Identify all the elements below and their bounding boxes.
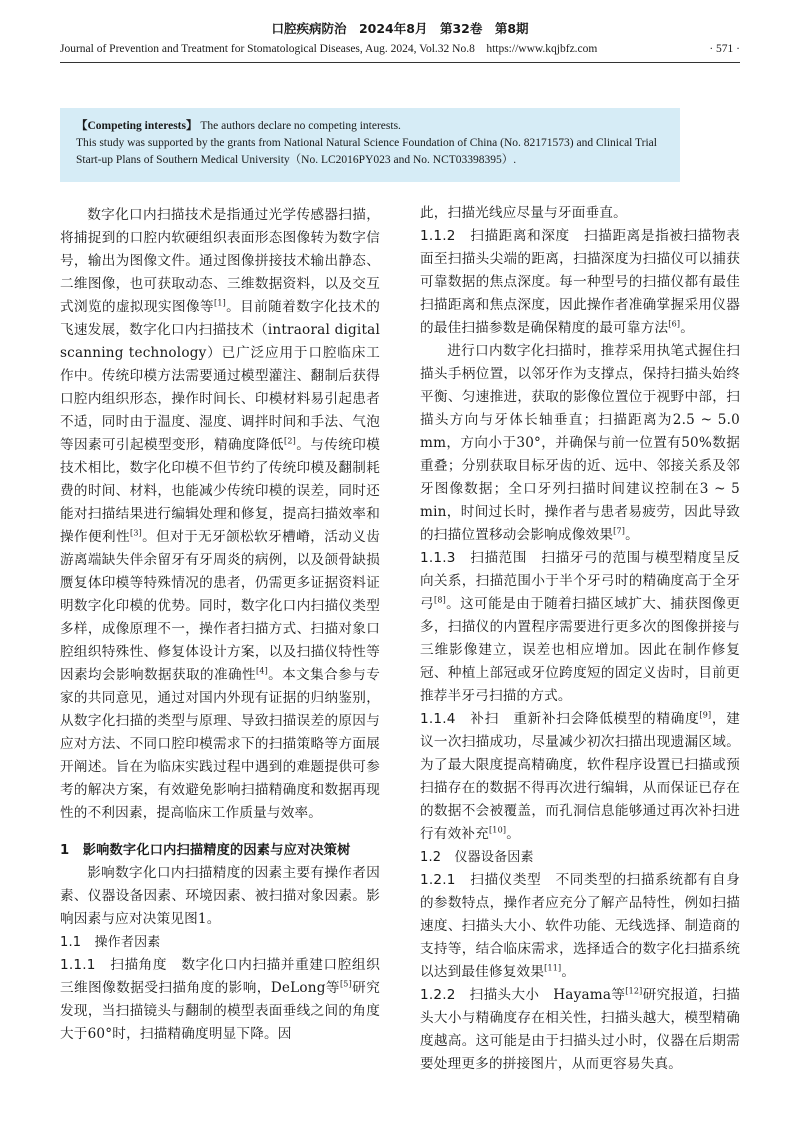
scan-technique-text: 进行口内数字化扫描时，推荐采用执笔式握住扫描头手柄位置，以邻牙作为支撑点，保持扫描头始终平衡、匀速推进，获取的影像位置位于视野中部，扫描头方向与牙体长轴垂直；扫描距离为2.5 ~ 5.0 mm，方向小于30°，并确保与前一位置有50%数据重叠；分别获取目标牙齿的近、远中、邻接关系及邻牙图像数据；全口牙列扫描时间建议控制在3 ~ 5 min，时间过长时，操作者与患者易疲劳，因此导致的扫描位置移动会影响成像效果 [420,343,740,543]
citation-ref[interactable]: [1] [214,298,226,308]
subsubsection-heading-1-1-1: 1.1.1 扫描角度 [60,957,168,973]
scan-technique-paragraph [420,340,740,547]
competing-interests-text: The authors declare no competing interests. [200,120,401,132]
section-1-paragraph: 影响数字化口内扫描精度的因素主要有操作者因素、仪器设备因素、环境因素、被扫描对象因素。影响因素与应对决策见图1。 [60,865,380,927]
left-column [60,204,380,1046]
scanner-type-paragraph [420,869,740,984]
citation-ref[interactable]: [5] [339,979,352,989]
journal-title-en: Journal of Prevention and Treatment for Stomatological Diseases, Aug. 2024, Vol.32 No.8 https://www.kqjbfz.com [60,43,598,55]
subsubsection-heading-1-2-2: 1.2.2 扫描头大小 [420,987,540,1003]
page-number: · 571 · [709,43,740,55]
journal-title-cn: 口腔疾病防治 2024年8月 第32卷 第8期 [271,21,529,36]
citation-ref[interactable]: [2] [284,436,296,446]
section-heading-1: 1 影响数字化口内扫描精度的因素与应对决策树 [60,843,351,858]
subsection-heading-1-2: 1.2 仪器设备因素 [420,850,534,865]
scan-range-text-2: 。这可能是由于随着扫描区域扩大、捕获图像更多，扫描仪的内置程序需要进行更多次的图像拼接与三维影像建立，误差也相应增加。因此在制作修复冠、种植上部冠或牙位跨度短的固定义齿时，目前更推荐半牙弓扫描的方式。 [420,596,741,704]
scan-technique-end: 。 [625,527,639,543]
journal-title-en-row [60,41,740,57]
scan-angle-text-2: 研究发现，当扫描镜头与翻制的模型表面垂线之间的角度大于60°时，扫描精确度明显下降。因 [60,980,380,1042]
intro-text-5: 。本文集合参与专家的共同意见，通过对国内外现有证据的归纳鉴别，从数字化扫描的类型与原理、导致扫描误差的原因与应对方法、不同口腔印模需求下的扫描策略等方面展开阐述。旨在为临床实践过程中遇到的难题提供可参考的解决方案，有效避免影响扫描精确度和数据再现性的不利因素，提高临床工作质量与效率。 [60,667,380,821]
subsubsection-heading-1-1-4: 1.1.4 补扫 [420,711,500,727]
subsubsection-heading-1-1-2: 1.1.2 扫描距离和深度 [420,228,570,244]
citation-ref[interactable]: [6] [668,319,681,329]
citation-ref[interactable]: [7] [613,526,626,536]
citation-ref[interactable]: [12] [625,986,643,996]
scan-angle-paragraph [60,954,380,1046]
rescan-text-1: 重新补扫会降低模型的精确度 [513,711,700,727]
continued-paragraph: 此，扫描光线应尽量与牙面垂直。 [420,205,627,221]
scan-range-text-1: 扫描牙弓的范围与模型精度呈反向关系，扫描范围小于半个牙弓时的精确度高于全牙弓 [420,550,741,612]
subsection-heading-1-1: 1.1 操作者因素 [60,935,161,950]
scan-distance-paragraph [420,225,740,340]
scanner-type-end: 。 [561,964,576,980]
citation-ref[interactable]: [4] [256,666,268,676]
scan-head-text-2: 研究报道，扫描头大小与精确度存在相关性，扫描头越大，模型精确度越高。这可能是由于扫描头过小时，仪器在后期需要处理更多的拼接图片，从而更容易失真。 [420,987,741,1072]
competing-interests-box [60,108,680,182]
citation-ref[interactable]: [8] [434,595,446,605]
competing-interests-label: 【Competing interests】 [76,120,198,132]
scan-angle-text-1: 数字化口内扫描并重建口腔组织三维图像数据受扫描角度的影响，DeLong等 [60,957,381,996]
citation-ref[interactable]: [3] [130,528,142,538]
intro-paragraph [60,204,380,825]
scan-distance-text-1: 扫描距离是指被扫描物表面至扫描头尖端的距离，扫描深度为扫描仪可以捕获可靠数据的焦点深度。每一种型号的扫描仪都有最佳扫描距离和焦点深度，因此操作者准确掌握采用仪器的最佳扫描参数是确保精度的最可靠方法 [420,228,741,336]
right-column [420,202,740,1076]
header-divider [60,62,740,63]
subsubsection-heading-1-2-1: 1.2.1 扫描仪类型 [420,872,542,888]
scanner-type-text: 不同类型的扫描系统都有自身的参数特点，操作者应充分了解产品特性，例如扫描速度、扫描头大小、软件功能、无线选择、制造商的支持等，结合临床需求，选择适合的数字化扫描系统以达到最佳修复效果 [420,872,741,980]
rescan-text-2: ，建议一次扫描成功，尽量减少初次扫描出现遗漏区域。为了最大限度提高精确度，软件程序设置已扫描或预扫描存在的数据不得再次进行编辑，从而保证已存在的数据不会被覆盖，而孔洞信息能够通过再次补扫进行有效补充 [420,711,740,842]
citation-ref[interactable]: [11] [544,963,562,973]
citation-ref[interactable]: [9] [699,710,712,720]
intro-text-3: 。与传统印模技术相比，数字化印模不但节约了传统印模及翻制耗费的时间、材料，也能减少传统印模的误差，同时还能对扫描结果进行编辑处理和修复，提高扫描效率和操作便利性 [60,437,380,545]
citation-ref[interactable]: [10] [488,825,507,835]
scan-range-paragraph [420,547,740,708]
scan-head-paragraph [420,984,740,1076]
running-header [60,20,740,57]
scan-distance-text-2: 。 [680,320,695,336]
rescan-paragraph [420,708,740,846]
rescan-text-3: 。 [506,826,520,842]
funding-statement: This study was supported by the grants from National Natural Science Foundation of China (No. 82171573) and Clinical Trial Start-up Plans of Southern Medical University（No. LC2016PY023 and No. NCT03398395）. [76,137,657,166]
subsubsection-heading-1-1-3: 1.1.3 扫描范围 [420,550,528,566]
scan-head-text-1: Hayama等 [553,987,626,1003]
intro-text-4: 。但对于无牙颌松软牙槽嵴，活动义齿游离端缺失伴余留牙有牙周炎的病例，以及颌骨缺损赝复体印模等特殊情况的患者，仍需更多证据资料证明数字化印模的优势。同时，数字化口内扫描仪类型多样，成像原理不一，操作者扫描方式、扫描对象口腔组织特殊性、修复体设计方案，以及扫描仪特性等因素均会影响数据获取的准确性 [60,529,380,683]
intro-text-1: 数字化口内扫描技术是指通过光学传感器扫描，将捕捉到的口腔内软硬组织表面形态图像转为数字信号，输出为图像文件。通过图像拼接技术输出静态、二维图像，也可获取动态、三维数据资料，以及交互式浏览的虚拟现实图像等 [60,207,380,315]
competing-interests-line [76,118,666,135]
intro-text-2: 。目前随着数字化技术的飞速发展，数字化口内扫描技术（intraoral digital scanning technology）已广泛应用于口腔临床工作中。传统印模方法需要通过模型灌注、翻制后获得口腔内组织形态，操作时间长、印模材料易引起患者不适，同时由于温度、湿度、调拌时间和手法、气泡等因素可引起模型变形，精确度降低 [60,299,380,453]
